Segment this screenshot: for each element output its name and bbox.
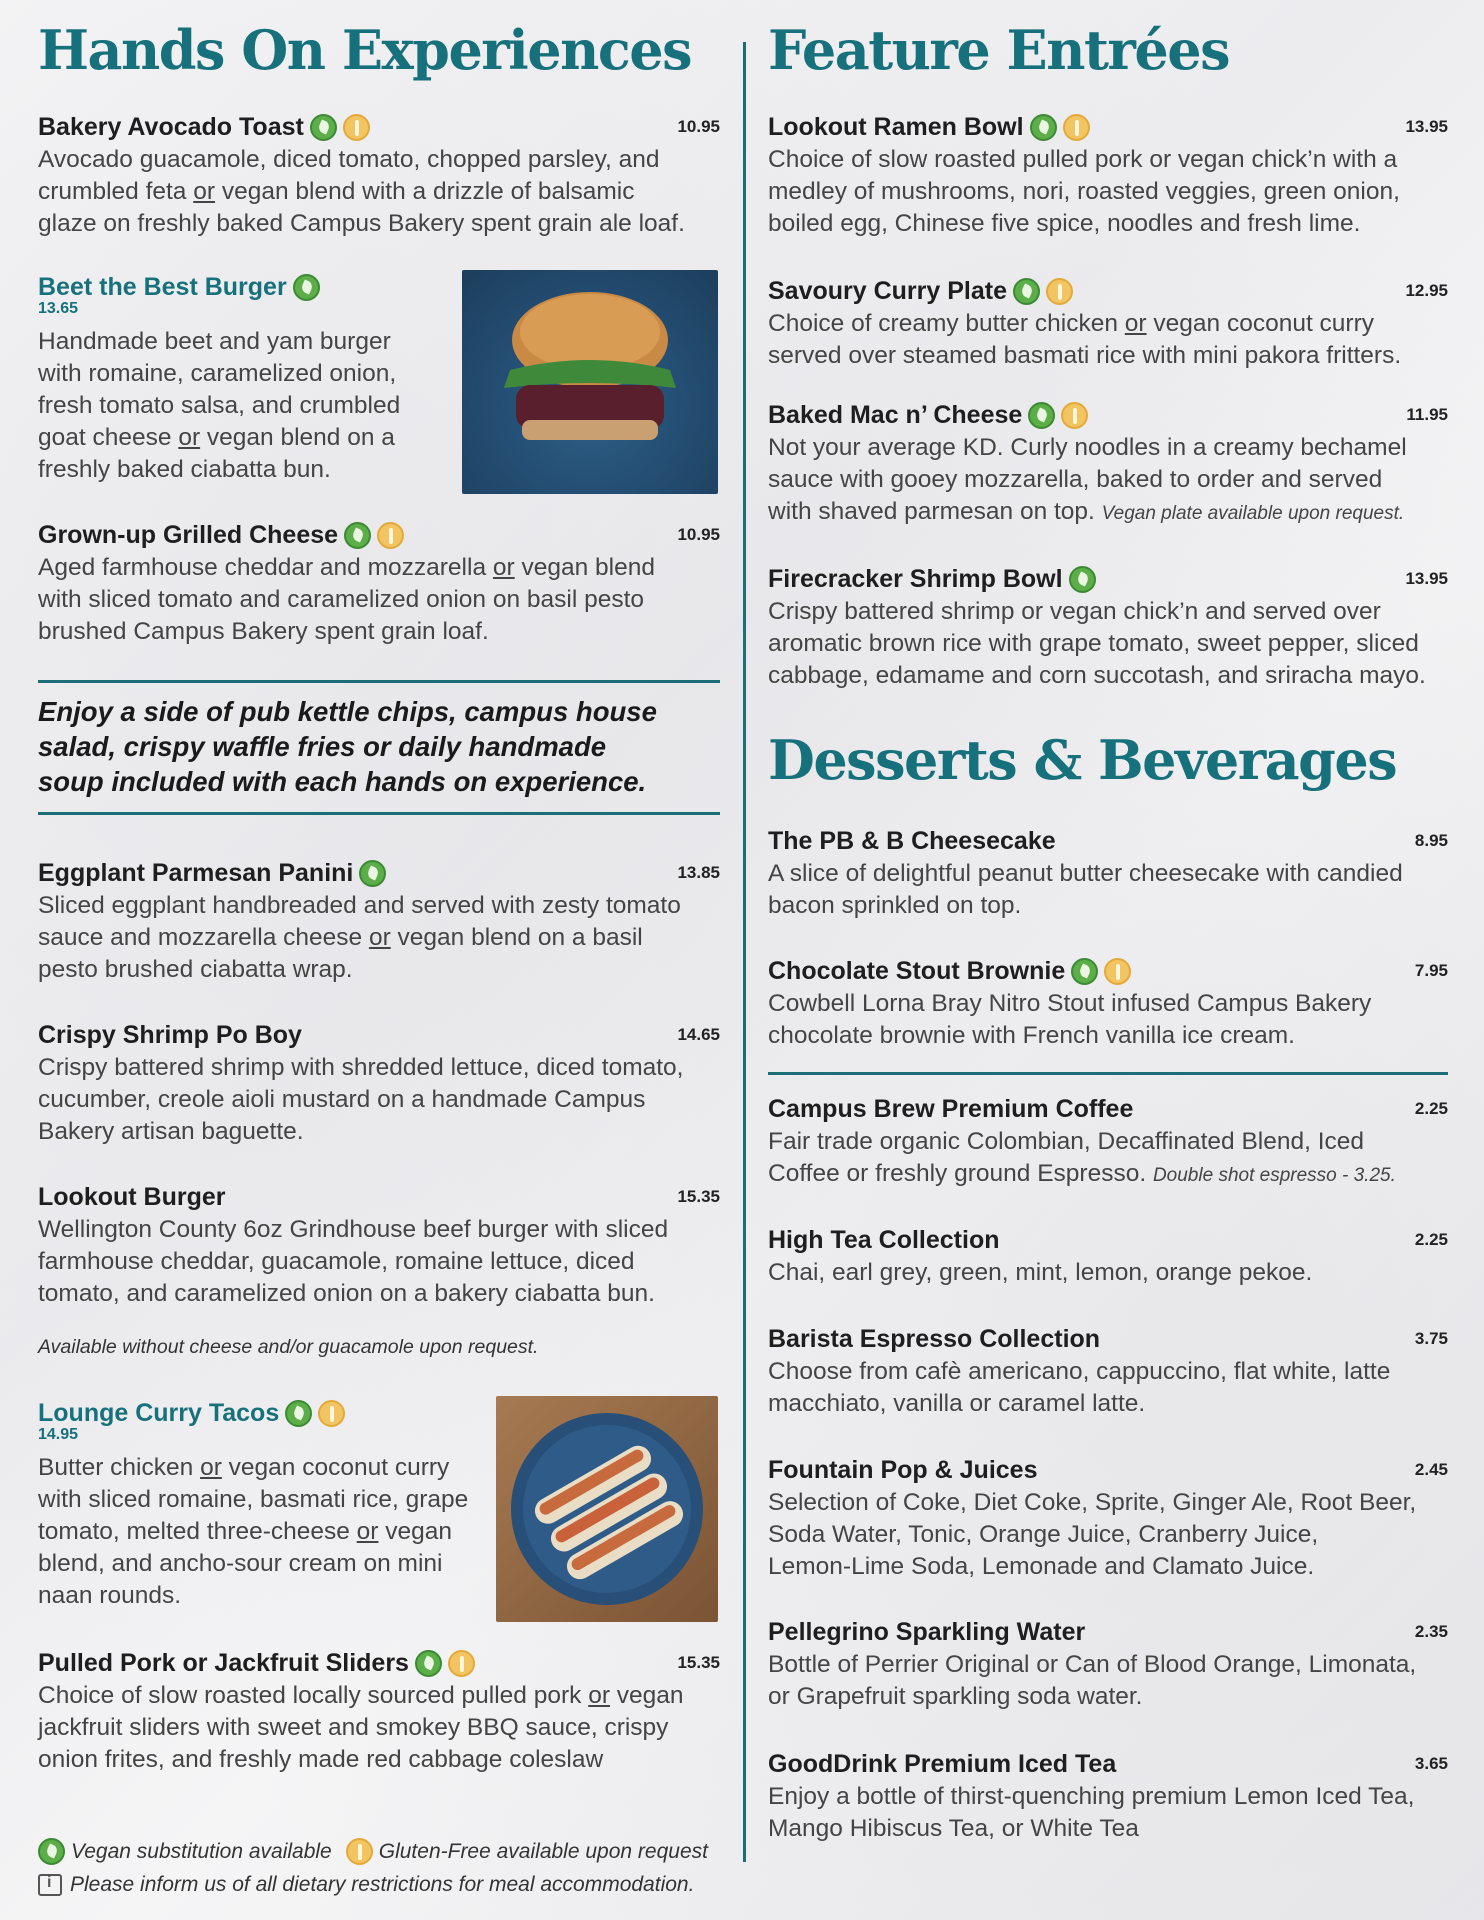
item-description: Choose from cafè americano, cappuccino, flat white, latte macchiato, vanilla or caramel latte.	[768, 1358, 1391, 1417]
vegan-icon	[285, 1400, 312, 1427]
tacos-photo	[496, 1396, 718, 1622]
item-description: Wellington County 6oz Grindhouse beef burger with sliced farmhouse cheddar, guacamole, romaine lettuce, diced tomato, and caramelized onion on a bakery ciabatta bun.	[38, 1216, 669, 1307]
gluten-free-icon	[1061, 402, 1088, 429]
item-name: Lookout Burger	[38, 1182, 226, 1211]
item-name: Lounge Curry Tacos	[38, 1398, 280, 1427]
vegan-icon	[1028, 402, 1055, 429]
item-description: Handmade beet and yam burger with romaine, caramelized onion, fresh tomato salsa, and crumbled goat cheese or vegan blend on a freshly baked ciabatta bun.	[38, 328, 401, 483]
item-name: GoodDrink Premium Iced Tea	[768, 1749, 1117, 1778]
item-description: Fair trade organic Colombian, Decaffinated Blend, Iced Coffee or freshly ground Espresso. Double shot espresso - 3.25.	[768, 1128, 1396, 1187]
menu-item-firecracker-bowl	[768, 562, 1448, 692]
item-price: 14.95	[38, 1426, 79, 1443]
section-divider	[768, 1072, 1448, 1075]
item-name: Baked Mac n’ Cheese	[768, 400, 1023, 429]
hands-on-title: Hands On Experiences	[38, 18, 692, 82]
item-name: Grown-up Grilled Cheese	[38, 520, 339, 549]
vegan-icon	[359, 860, 386, 887]
feature-entrees-title: Feature Entrées	[768, 18, 1229, 82]
menu-item-coffee	[768, 1092, 1448, 1192]
item-price: 2.25	[1414, 1099, 1448, 1118]
menu-item-curry-tacos	[38, 1396, 498, 1612]
item-description: Avocado guacamole, diced tomato, chopped parsley, and crumbled feta or vegan blend with a drizzle of balsamic glaze on freshly baked Campus Bakery spent grain ale loaf.	[38, 146, 685, 237]
item-name: Beet the Best Burger	[38, 272, 287, 301]
vegan-icon	[310, 114, 337, 141]
item-name: The PB & B Cheesecake	[768, 826, 1056, 855]
item-description: Selection of Coke, Diet Coke, Sprite, Ginger Ale, Root Beer, Soda Water, Tonic, Orange Juice, Cranberry Juice, Lemon-Lime Soda, Lemonade and Clamato Juice.	[768, 1489, 1417, 1580]
vegan-icon	[293, 274, 320, 301]
item-name: Pellegrino Sparkling Water	[768, 1617, 1086, 1646]
vegan-icon	[1069, 566, 1096, 593]
item-name: Fountain Pop & Juices	[768, 1455, 1038, 1484]
item-price: 7.95	[1414, 961, 1448, 980]
item-price: 13.95	[1405, 569, 1448, 588]
item-price: 11.95	[1406, 405, 1448, 424]
item-description: Butter chicken or vegan coconut curry with sliced romaine, basmati rice, grape tomato, melted three-cheese or vegan blend, and ancho-sour cream on mini naan rounds.	[38, 1454, 469, 1609]
item-price: 10.95	[677, 117, 720, 136]
gluten-free-icon	[377, 522, 404, 549]
item-name: Campus Brew Premium Coffee	[768, 1094, 1134, 1123]
item-name: High Tea Collection	[768, 1225, 1000, 1254]
vegan-icon	[1030, 114, 1057, 141]
item-description: Choice of slow roasted locally sourced pulled pork or vegan jackfruit sliders with sweet and smokey BBQ sauce, crispy onion frites, and freshly made red cabbage coleslaw	[38, 1682, 684, 1773]
desserts-beverages-title: Desserts & Beverages	[768, 728, 1397, 792]
menu-item-avocado-toast	[38, 110, 720, 240]
gluten-free-icon	[1104, 958, 1131, 985]
menu-item-fountain-pop	[768, 1453, 1448, 1583]
item-name: Crispy Shrimp Po Boy	[38, 1020, 302, 1049]
section-divider	[38, 812, 720, 815]
gluten-free-icon	[343, 114, 370, 141]
sides-callout: Enjoy a side of pub kettle chips, campus house salad, crispy waffle fries or daily handmade soup included with each hands on experience.	[38, 696, 657, 797]
vegan-icon	[344, 522, 371, 549]
item-price: 15.35	[677, 1187, 720, 1206]
item-price: 13.65	[38, 300, 79, 317]
vegan-icon	[415, 1650, 442, 1677]
menu-item-ramen-bowl	[768, 110, 1448, 240]
item-description: Cowbell Lorna Bray Nitro Stout infused Campus Bakery chocolate brownie with French vanilla ice cream.	[768, 990, 1372, 1049]
vegan-icon	[1071, 958, 1098, 985]
item-description: Crispy battered shrimp with shredded lettuce, diced tomato, cucumber, creole aioli mustard on a handmade Campus Bakery artisan baguette.	[38, 1054, 684, 1145]
item-description: Bottle of Perrier Original or Can of Blood Orange, Limonata, or Grapefruit sparkling soda water.	[768, 1651, 1417, 1710]
menu-item-high-tea	[768, 1223, 1448, 1289]
item-description: Chai, earl grey, green, mint, lemon, orange pekoe.	[768, 1259, 1313, 1286]
item-price: 10.95	[677, 525, 720, 544]
menu-item-brownie	[768, 954, 1448, 1052]
item-price: 2.35	[1414, 1622, 1448, 1641]
item-price: 13.95	[1405, 117, 1448, 136]
column-divider	[743, 42, 746, 1862]
item-name: Barista Espresso Collection	[768, 1324, 1101, 1353]
item-price: 3.75	[1414, 1329, 1448, 1348]
menu-item-grilled-cheese	[38, 518, 720, 648]
item-name: Lookout Ramen Bowl	[768, 112, 1024, 141]
menu-item-sliders	[38, 1646, 720, 1776]
menu-item-iced-tea	[768, 1747, 1448, 1845]
menu-item-shrimp-po-boy	[38, 1018, 720, 1148]
item-price: 15.35	[677, 1653, 720, 1672]
dietary-legend	[38, 1838, 708, 1865]
section-divider	[38, 680, 720, 683]
item-description: Aged farmhouse cheddar and mozzarella or vegan blend with sliced tomato and caramelized onion on basil pesto brushed Campus Bakery spent grain loaf.	[38, 554, 656, 645]
item-name: Savoury Curry Plate	[768, 276, 1007, 305]
gluten-free-icon	[1063, 114, 1090, 141]
gluten-free-icon	[1046, 278, 1073, 305]
item-price: 14.65	[677, 1025, 720, 1044]
item-description: Crispy battered shrimp or vegan chick’n and served over aromatic brown rice with grape tomato, sweet pepper, sliced cabbage, edamame and corn succotash, and sriracha mayo.	[768, 598, 1426, 689]
menu-item-beet-burger	[38, 270, 458, 486]
gluten-free-icon	[318, 1400, 345, 1427]
menu-item-curry-plate	[768, 274, 1448, 372]
item-description: Choice of slow roasted pulled pork or vegan chick’n with a medley of mushrooms, nori, roasted veggies, green onion, boiled egg, Chinese five spice, noodles and fresh lime.	[768, 146, 1400, 237]
legend-vegan-label: Vegan substitution available	[71, 1839, 332, 1863]
item-price: 12.95	[1405, 281, 1448, 300]
item-description: Choice of creamy butter chicken or vegan coconut curry served over steamed basmati rice with mini pakora fritters.	[768, 310, 1402, 369]
menu-item-espresso	[768, 1322, 1448, 1420]
item-price: 13.85	[677, 863, 720, 882]
dietary-note-text: Please inform us of all dietary restrictions for meal accommodation.	[70, 1873, 695, 1896]
dietary-note	[38, 1873, 694, 1897]
item-price: 8.95	[1414, 831, 1448, 850]
menu-item-sparkling-water	[768, 1615, 1448, 1713]
item-description: A slice of delightful peanut butter cheesecake with candied bacon sprinkled on top.	[768, 860, 1403, 919]
menu-item-mac-cheese	[768, 398, 1448, 530]
item-description: Enjoy a bottle of thirst-quenching premium Lemon Iced Tea, Mango Hibiscus Tea, or White Tea	[768, 1783, 1415, 1842]
item-price: 2.45	[1414, 1460, 1448, 1479]
item-name: Eggplant Parmesan Panini	[38, 858, 354, 887]
item-description: Not your average KD. Curly noodles in a creamy bechamel sauce with gooey mozzarella, baked to order and served with shaved parmesan on top. Vegan plate available upon request.	[768, 434, 1407, 525]
item-name: Firecracker Shrimp Bowl	[768, 564, 1063, 593]
item-price: 2.25	[1414, 1230, 1448, 1249]
legend-gf-label: Gluten-Free available upon request	[378, 1839, 708, 1863]
lookout-burger-note: Available without cheese and/or guacamole upon request.	[38, 1336, 539, 1358]
gluten-free-icon	[448, 1650, 475, 1677]
item-description: Sliced eggplant handbreaded and served with zesty tomato sauce and mozzarella cheese or vegan blend on a basil pesto brushed ciabatta wrap.	[38, 892, 681, 983]
menu-item-lookout-burger	[38, 1180, 720, 1310]
item-name: Chocolate Stout Brownie	[768, 956, 1066, 985]
item-name: Pulled Pork or Jackfruit Sliders	[38, 1648, 409, 1677]
gluten-free-icon	[346, 1838, 373, 1865]
burger-photo	[462, 270, 718, 494]
item-name: Bakery Avocado Toast	[38, 112, 304, 141]
vegan-icon	[38, 1838, 65, 1865]
vegan-icon	[1013, 278, 1040, 305]
info-icon	[38, 1874, 62, 1896]
menu-item-cheesecake	[768, 824, 1448, 922]
menu-item-eggplant-panini	[38, 856, 720, 986]
item-price: 3.65	[1414, 1754, 1448, 1773]
